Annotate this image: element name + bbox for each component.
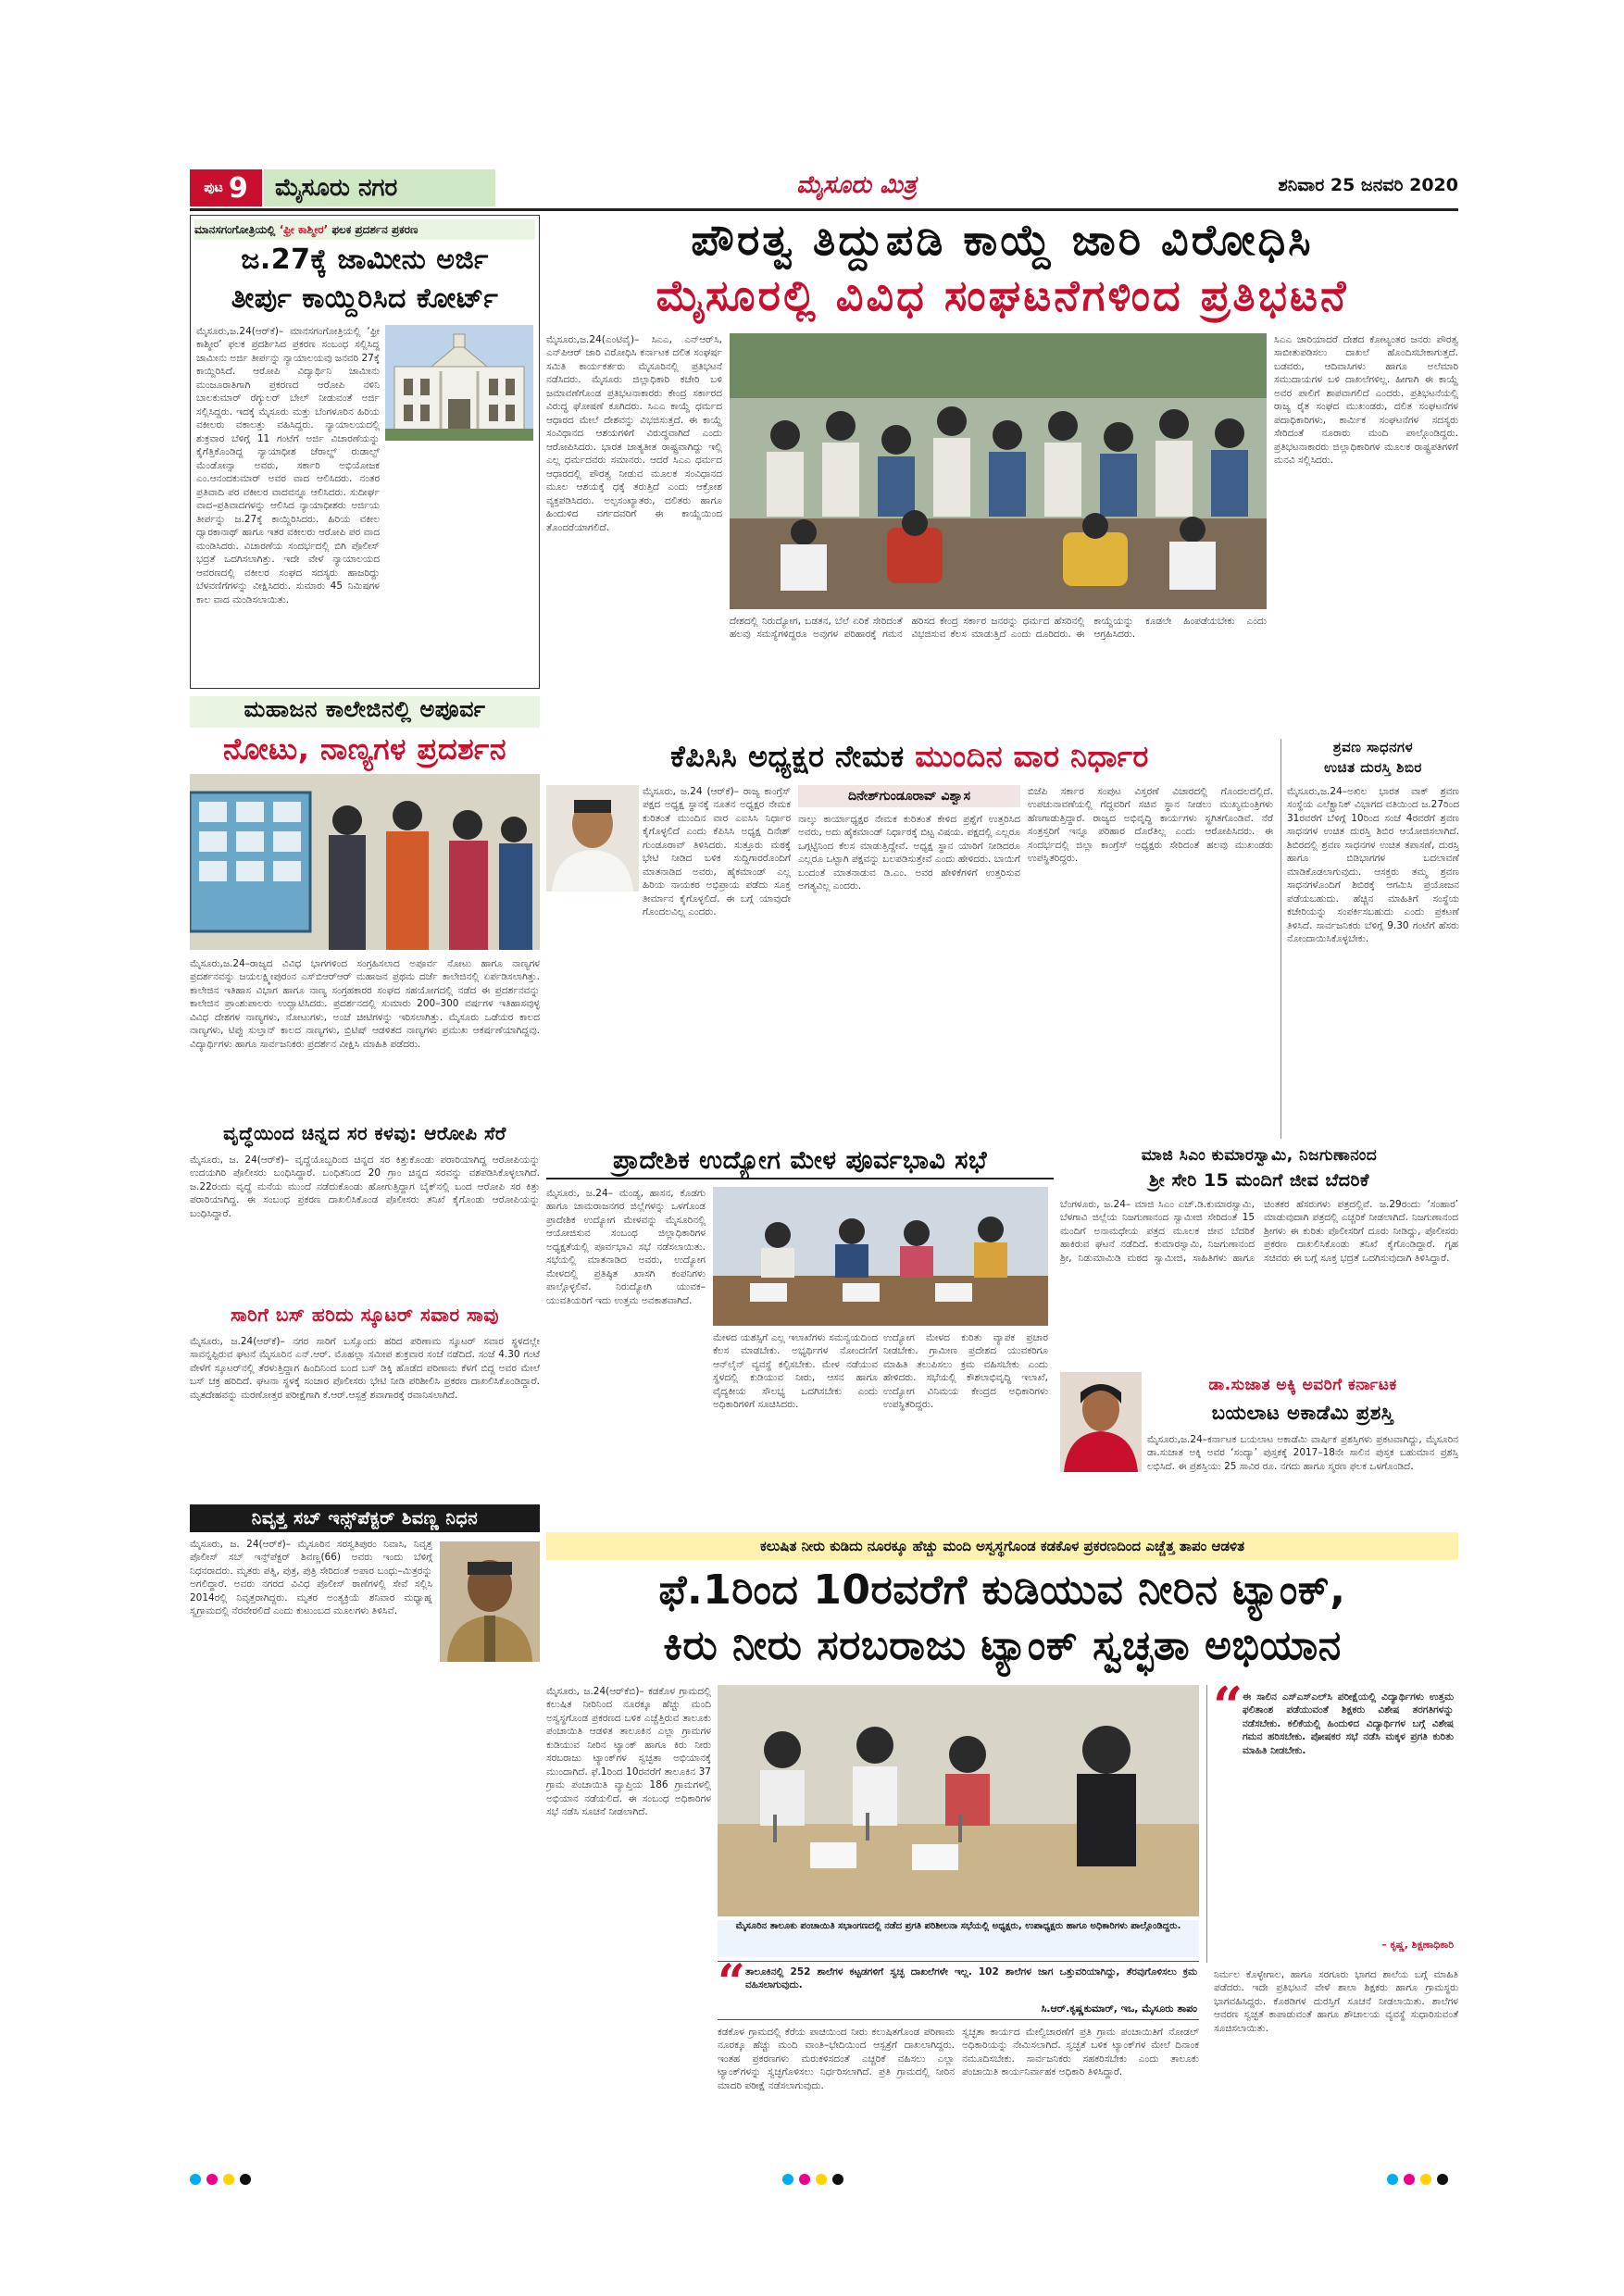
water-ribbon: ಕಲುಷಿತ ನೀರು ಕುಡಿದು ನೂರಕ್ಕೂ ಹೆಚ್ಚು ಮಂದಿ ಅಸ್ವಸ್ಥಗೊಂಡ ಕಡಕೊಳ ಪ್ರಕರಣದಿಂದ ಎಚ್ಚೆತ್ತ ತಾಪಂ ಆಡಳಿತ: [546, 1532, 1458, 1560]
chain-snatch-headline: ವೃದ್ಧೆಯಿಂದ ಚಿನ್ನದ ಸರ ಕಳವು: ಆರೋಪಿ ಸೆರೆ: [223, 1122, 506, 1144]
hearing-camp-headline-2: ಉಚಿತ ದುರಸ್ತಿ ಶಿಬಿರ: [1324, 759, 1422, 776]
exhibition-body: ಮೈಸೂರು,ಜ.24–ರಾಜ್ಯದ ವಿವಿಧ ಭಾಗಗಳಿಂದ ಸಂಗ್ರಹಿಸಲಾದ ಅಪೂರ್ವ ನೋಟು ಹಾಗೂ ನಾಣ್ಯಗಳ ಪ್ರದರ್ಶನವನ್ನು ಜಯಲಕ್ಷ್ಮೀಪುರಂನ ಎಸ್‌ಬಿಆರ್‌ಆರ್ ಮಹಾಜನ ಪ್ರಥಮ ದರ್ಜೆ ಕಾಲೇಜಿನಲ್ಲಿ ಏರ್ಪಡಿಸಲಾಗಿತ್ತು. ಕಾಲೇಜಿನ ಇತಿಹಾಸ ವಿಭಾಗ ಹಾಗೂ ನಾಣ್ಯ ಸಂಗ್ರಹಕಾರರ ಸಂಘದ ಸಹಯೋಗದಲ್ಲಿ ನಡೆದ ಈ ಪ್ರದರ್ಶನವನ್ನು ಕಾಲೇಜಿನ ಪ್ರಾಂಶುಪಾಲರು ಉದ್ಘಾಟಿಸಿದರು. ಪ್ರದರ್ಶನದಲ್ಲಿ ಸುಮಾರು 200–300 ವರ್ಷಗಳ ಇತಿಹಾಸವುಳ್ಳ ವಿವಿಧ ದೇಶಗಳ ನಾಣ್ಯಗಳು, ನೋಟುಗಳು, ಅಂಚೆ ಚೀಟಿಗಳನ್ನು ಇರಿಸಲಾಗಿತ್ತು. ಮೈಸೂರು ಒಡೆಯರ ಕಾಲದ ನಾಣ್ಯಗಳು, ಟಿಪ್ಪು ಸುಲ್ತಾನ್ ಕಾಲದ ನಾಣ್ಯಗಳು, ಬ್ರಿಟಿಷ್ ಆಡಳಿತದ ನಾಣ್ಯಗಳು ಪ್ರಮುಖ ಆಕರ್ಷಣೆಯಾಗಿದ್ದವು. ವಿದ್ಯಾರ್ಥಿಗಳು ಹಾಗೂ ಸಾರ್ವಜನಿಕರು ಪ್ರದರ್ಶನ ವೀಕ್ಷಿಸಿ ಮಾಹಿತಿ ಪಡೆದರು.: [190, 958, 540, 1050]
registration-marks-center: [782, 2171, 875, 2184]
water-photo-caption: ಮೈಸೂರಿನ ತಾಲೂಕು ಪಂಚಾಯಿತಿ ಸಭಾಂಗಣದಲ್ಲಿ ನಡೆದ ಪ್ರಗತಿ ಪರಿಶೀಲನಾ ಸಭೆಯಲ್ಲಿ ಅಧ್ಯಕ್ಷರು, ಉಪಾಧ್ಯಕ್ಷರು ಹಾಗೂ ಅಧಿಕಾರಿಗಳು ಪಾಲ್ಗೊಂಡಿದ್ದರು.: [718, 1920, 1199, 1957]
award-headline-1: ಡಾ.ಸುಜಾತ ಅಕ್ಕಿ ಅವರಿಗೆ ಕರ್ನಾಟಕ: [1208, 1376, 1397, 1394]
registration-dot-black: [240, 2174, 251, 2185]
story-kpcc: [546, 739, 1273, 1139]
lead-story: [546, 215, 1458, 733]
section-title-tab: [264, 169, 495, 206]
page-label: ಪುಟ: [204, 181, 223, 195]
bail-headline-2: ತೀರ್ಪು ಕಾಯ್ದಿರಿಸಿದ ಕೋರ್ಟ್: [231, 282, 499, 315]
page-number: 9: [228, 171, 248, 205]
water-quote-2-attr: – ಕೃಷ್ಣ, ಶಿಕ್ಷಣಾಧಿಕಾರಿ: [1381, 1939, 1454, 1951]
chain-snatch-body: ಮೈಸೂರು, ಜ. 24(ಆರ್‌ಕೆ)– ವೃದ್ಧೆಯೊಬ್ಬರಿಂದ ಚಿನ್ನದ ಸರ ಕಿತ್ತುಕೊಂಡು ಪರಾರಿಯಾಗಿದ್ದ ಆರೋಪಿಯನ್ನು ಉದಯಗಿರಿ ಪೊಲೀಸರು ಬಂಧಿಸಿದ್ದಾರೆ. ಬಂಧಿತನಿಂದ 20 ಗ್ರಾಂ ಚಿನ್ನದ ಸರವನ್ನು ವಶಪಡಿಸಿಕೊಳ್ಳಲಾಗಿದೆ. ಜ.22ರಂದು ವೃದ್ಧೆ ಮನೆಯ ಮುಂದೆ ನಡೆದುಕೊಂಡು ಹೋಗುತ್ತಿದ್ದಾಗ ಬೈಕ್‌ನಲ್ಲಿ ಬಂದ ಆರೋಪಿ ಸರ ಕಿತ್ತು ಪರಾರಿಯಾಗಿದ್ದ. ಈ ಸಂಬಂಧ ಪ್ರಕರಣ ದಾಖಲಿಸಿಕೊಂಡ ಪೊಲೀಸರು ತನಿಖೆ ಕೈಗೊಂಡು ಆರೋಪಿಯನ್ನು ಬಂಧಿಸಿದ್ದಾರೆ.: [190, 1154, 540, 1219]
water-quote-2: ಈ ಸಾಲಿನ ಎಸ್‌ಎಸ್‌ಎಲ್‌ಸಿ ಪರೀಕ್ಷೆಯಲ್ಲಿ ವಿದ್ಯಾರ್ಥಿಗಳು ಉತ್ತಮ ಫಲಿತಾಂಶ ಪಡೆಯುವಂತೆ ಶಿಕ್ಷಕರು ವಿಶೇಷ ತರಗತಿಗಳನ್ನು ನಡೆಸಬೇಕು. ಕಲಿಕೆಯಲ್ಲಿ ಹಿಂದುಳಿದ ವಿದ್ಯಾರ್ಥಿಗಳ ಬಗ್ಗೆ ವಿಶೇಷ ಗಮನ ಹರಿಸಬೇಕು. ಪೋಷಕರ ಸಭೆ ನಡೆಸಿ ಮಕ್ಕಳ ಪ್ರಗತಿ ಕುರಿತು ಮಾಹಿತಿ ನೀಡಬೇಕು.: [1243, 1691, 1454, 1756]
registration-dot-magenta: [799, 2174, 810, 2185]
quote-open-icon-2: “: [1213, 1676, 1243, 1737]
water-quote-1: ತಾಲೂಕಿನಲ್ಲಿ 252 ಶಾಲೆಗಳ ಕಟ್ಟಡಗಳಿಗೆ ಸ್ವಚ್ಛ ದಾಖಲೆಗಳೇ ಇಲ್ಲ. 102 ಶಾಲೆಗಳ ಜಾಗ ಒತ್ತುವರಿಯಾಗಿದ್ದು, ತೆರವುಗೊಳಿಸಲು ಕ್ರಮ ವಹಿಸಲಾಗುವುದು.: [745, 1966, 1197, 1991]
bail-headline-1: ಜ.27ಕ್ಕೆ ಜಾಮೀನು ಅರ್ಜಿ: [241, 243, 489, 276]
story-hearing-camp: [1280, 739, 1458, 1139]
bail-kicker-pre: ಮಾನಸಗಂಗೋತ್ರಿಯಲ್ಲಿ: [194, 223, 280, 236]
lead-headline-2: ಮೈಸೂರಲ್ಲಿ ವಿವಿಧ ಸಂಘಟನೆಗಳಿಂದ ಪ್ರತಿಭಟನೆ: [656, 270, 1349, 320]
job-fair-body-3: ಉದ್ಯೋಗ ಮೇಳದ ಕುರಿತು ವ್ಯಾಪಕ ಪ್ರಚಾರ ನೀಡಬೇಕು. ಗ್ರಾಮೀಣ ಪ್ರದೇಶದ ಯುವಕರಿಗೂ ಮಾಹಿತಿ ತಲುಪಿಸಲು ಕ್ರಮ ವಹಿಸಬೇಕು ಎಂದು ಹೇಳಿದರು. ಸಭೆಯಲ್ಲಿ ಕೌಶಲಾಭಿವೃದ್ಧಿ ಇಲಾಖೆ, ಉದ್ಯೋಗ ವಿನಿಮಯ ಕೇಂದ್ರದ ಅಧಿಕಾರಿಗಳು ಉಪಸ್ಥಿತರಿದ್ದರು.: [883, 1332, 1048, 1411]
bail-kicker-post: ಫಲಕ ಪ್ರದರ್ಶನ ಪ್ರಕರಣ: [328, 223, 418, 236]
kpcc-headline: [546, 739, 1273, 780]
obituary-headline: ನಿವೃತ್ತ ಸಬ್ ಇನ್ಸ್‌ಪೆಕ್ಟರ್ ಶಿವಣ್ಣ ನಿಧನ: [190, 1504, 540, 1532]
dinesh-gundurao-photo: [546, 785, 639, 892]
section-title: ಮೈಸೂರು ನಗರ: [275, 173, 398, 202]
lead-body-right: ಸಿಎಎ ಜಾರಿಯಾದರೆ ದೇಶದ ಕೋಟ್ಯಂತರ ಜನರು ಪೌರತ್ವ ಸಾಬೀತುಪಡಿಸಲು ದಾಖಲೆ ಹೊಂದಿಸಬೇಕಾಗುತ್ತದೆ. ಬಡವರು, ಆದಿವಾಸಿಗಳು ಹಾಗೂ ಅಲೆಮಾರಿ ಸಮುದಾಯಗಳ ಬಳಿ ದಾಖಲೆಗಳಿಲ್ಲ. ಹೀಗಾಗಿ ಈ ಕಾಯ್ದೆ ಅವರ ಪಾಲಿಗೆ ಶಾಪವಾಗಲಿದೆ ಎಂದರು. ಪ್ರತಿಭಟನೆಯಲ್ಲಿ ರಾಜ್ಯ ರೈತ ಸಂಘದ ಮುಖಂಡರು, ದಲಿತ ಸಂಘಟನೆಗಳ ಪದಾಧಿಕಾರಿಗಳು, ಕಾರ್ಮಿಕ ಸಂಘಟನೆಗಳ ಸದಸ್ಯರು ಸೇರಿದಂತೆ ನೂರಾರು ಮಂದಿ ಪಾಲ್ಗೊಂಡಿದ್ದರು. ಪ್ರತಿಭಟನಾಕಾರರು ಜಿಲ್ಲಾಧಿಕಾರಿಗಳ ಮೂಲಕ ರಾಷ್ಟ್ರಪತಿಗಳಿಗೆ ಮನವಿ ಸಲ್ಲಿಸಿದರು.: [1274, 334, 1458, 467]
job-fair-body-2: ಮೇಳದ ಯಶಸ್ಸಿಗೆ ಎಲ್ಲ ಇಲಾಖೆಗಳು ಸಮನ್ವಯದಿಂದ ಕೆಲಸ ಮಾಡಬೇಕು. ಅಭ್ಯರ್ಥಿಗಳ ನೋಂದಣಿಗೆ ಆನ್‌ಲೈನ್ ವ್ಯವಸ್ಥೆ ಕಲ್ಪಿಸಬೇಕು. ಮೇಳ ನಡೆಯುವ ಸ್ಥಳದಲ್ಲಿ ಕುಡಿಯುವ ನೀರು, ಆಸನ ಹಾಗೂ ವೈದ್ಯಕೀಯ ಸೌಲಭ್ಯ ಒದಗಿಸಬೇಕು ಎಂದು ಅಧಿಕಾರಿಗಳಿಗೆ ಸೂಚಿಸಿದರು.: [713, 1332, 878, 1411]
court-building-photo: [385, 325, 533, 441]
hearing-camp-headline-1: ಶ್ರವಣ ಸಾಧನಗಳ: [1332, 739, 1414, 755]
registration-dot-black: [832, 2174, 843, 2185]
bail-kicker: [194, 219, 535, 240]
lead-headline-1: ಪೌರತ್ವ ತಿದ್ದುಪಡಿ ಕಾಯ್ದೆ ಜಾರಿ ವಿರೋಧಿಸಿ: [691, 215, 1314, 265]
header-rule: [190, 208, 1458, 211]
registration-dot-cyan: [1387, 2174, 1398, 2185]
registration-dot-black: [1437, 2174, 1448, 2185]
award-body: ಮೈಸೂರು,ಜ.24–ಕರ್ನಾಟಕ ಬಯಲಾಟ ಅಕಾಡೆಮಿ ವಾರ್ಷಿಕ ಪ್ರಶಸ್ತಿಗಳು ಪ್ರಕಟವಾಗಿದ್ದು, ಮೈಸೂರಿನ ಡಾ.ಸುಜಾತ ಅಕ್ಕಿ ಅವರ ‘ಸಂದ್ಯಾ’ ಪುಸ್ತಕಕ್ಕೆ 2017–18ನೇ ಸಾಲಿನ ಪುಸ್ತಕ ಬಹುಮಾನ ಪ್ರಶಸ್ತಿ ಲಭಿಸಿದೆ. ಈ ಪ್ರಶಸ್ತಿಯು 25 ಸಾವಿರ ರೂ. ನಗದು ಹಾಗೂ ಸ್ಮರಣ ಫಲಕ ಒಳಗೊಂಡಿದೆ.: [1147, 1434, 1458, 1472]
story-job-fair: [546, 1146, 1054, 1461]
kpcc-body-3: ಬಿಜೆಪಿ ಸರ್ಕಾರ ಸಂಪುಟ ವಿಸ್ತರಣೆ ವಿಚಾರದಲ್ಲಿ ಗೊಂದಲದಲ್ಲಿದೆ. ಉಪಚುನಾವಣೆಯಲ್ಲಿ ಗೆದ್ದವರಿಗೆ ಸಚಿವ ಸ್ಥಾನ ನೀಡಲು ಮುಖ್ಯಮಂತ್ರಿಗಳು ಹೆಣಗಾಡುತ್ತಿದ್ದಾರೆ. ರಾಜ್ಯದ ಅಭಿವೃದ್ಧಿ ಕಾರ್ಯಗಳು ಸ್ಥಗಿತಗೊಂಡಿವೆ. ನೆರೆ ಸಂತ್ರಸ್ತರಿಗೆ ಇನ್ನೂ ಪರಿಹಾರ ದೊರೆತಿಲ್ಲ ಎಂದು ಆರೋಪಿಸಿದರು. ಈ ಸಂದರ್ಭದಲ್ಲಿ ಜಿಲ್ಲಾ ಕಾಂಗ್ರೆಸ್ ಅಧ್ಯಕ್ಷರು ಸೇರಿದಂತೆ ಹಲವು ಮುಖಂಡರು ಉಪಸ್ಥಿತರಿದ್ದರು.: [1028, 786, 1273, 865]
registration-marks-right: [1387, 2171, 1480, 2184]
registration-dot-yellow: [1420, 2174, 1431, 2185]
story-exhibition: [190, 696, 540, 1117]
bus-accident-headline: ಸಾರಿಗೆ ಬಸ್ ಹರಿದು ಸ್ಕೂಟರ್ ಸವಾರ ಸಾವು: [231, 1304, 499, 1326]
kpcc-body-2: ನಾಲ್ಕು ಕಾರ್ಯಾಧ್ಯಕ್ಷರ ನೇಮಕ ಕುರಿತಂತೆ ಕೇಳಿದ ಪ್ರಶ್ನೆಗೆ ಉತ್ತರಿಸಿದ ಅವರು, ಅದು ಹೈಕಮಾಂಡ್ ನಿರ್ಧಾರಕ್ಕೆ ಬಿಟ್ಟ ವಿಷಯ. ಪಕ್ಷದಲ್ಲಿ ಎಲ್ಲರೂ ಒಗ್ಗಟ್ಟಿನಿಂದ ಕೆಲಸ ಮಾಡುತ್ತಿದ್ದೇವೆ. ಅಧ್ಯಕ್ಷ ಸ್ಥಾನ ಯಾರಿಗೆ ನೀಡಿದರೂ ಎಲ್ಲರೂ ಒಟ್ಟಾಗಿ ಪಕ್ಷವನ್ನು ಬಲಪಡಿಸುತ್ತೇವೆ ಎಂದು ಹೇಳಿದರು. ಬಾಯಿಗೆ ಬಂದಂತೆ ಮಾತನಾಡುವ ಡಿ.ಎಂ. ಅವರ ಹೇಳಿಕೆಗಳಿಗೆ ಉತ್ತರಿಸುವ ಅಗತ್ಯವಿಲ್ಲ ಎಂದರು.: [798, 814, 1020, 892]
registration-dot-cyan: [190, 2174, 201, 2185]
lead-body-mid: ದೇಶದಲ್ಲಿ ನಿರುದ್ಯೋಗ, ಬಡತನ, ಬೆಲೆ ಏರಿಕೆ ಸೇರಿದಂತೆ ಹಲವು ಸಮಸ್ಯೆಗಳಿದ್ದರೂ ಅವುಗಳ ಪರಿಹಾರಕ್ಕೆ ಗಮನ ಹರಿಸದ ಕೇಂದ್ರ ಸರ್ಕಾರ ಜನರನ್ನು ಧರ್ಮದ ಹೆಸರಿನಲ್ಲಿ ವಿಭಜಿಸುವ ಕೆಲಸ ಮಾಡುತ್ತಿದೆ ಎಂದು ದೂರಿದರು. ಈ ಕಾಯ್ದೆಯನ್ನು ಕೂಡಲೇ ಹಿಂಪಡೆಯಬೇಕು ಎಂದು ಆಗ್ರಹಿಸಿದರು.: [730, 616, 1267, 641]
water-side-body: ನಿರ್ಮಲ ಕೊಳ್ಳೇಗಾಲ, ಹಾಗೂ ಸರಗೂರು ಭಾಗದ ಶಾಲೆಯ ಬಗ್ಗೆ ಮಾಹಿತಿ ಪಡೆದರು. ಇದೇ ಪ್ರತಿಭಟನೆ ವೇಳೆ ಶಾಲಾ ಶಿಕ್ಷಕರು ಹಾಗೂ ಗ್ರಾಮಸ್ಥರು ಭಾಗವಹಿಸಿದ್ದರು. ಕೊಠಡಿಗಳ ದುರಸ್ತಿಗೆ ಸೂಚನೆ ನೀಡಲಾಯಿತು. ಶಾಲೆಗಳ ಆವರಣ ಸ್ವಚ್ಛತೆ ಕಾಪಾಡುವಂತೆ ಹಾಗೂ ಶೌಚಾಲಯ ವ್ಯವಸ್ಥೆ ಸುಧಾರಿಸುವಂತೆ ಸೂಚಿಸಲಾಯಿತು.: [1214, 1969, 1458, 2034]
hdk-headline-2: ಶ್ರೀ ಸೇರಿ 15 ಮಂದಿಗೆ ಜೀವ ಬೆದರಿಕೆ: [1149, 1170, 1369, 1191]
water-body-right: ಸ್ವಚ್ಛತಾ ಕಾರ್ಯದ ಮೇಲ್ವಿಚಾರಣೆಗೆ ಪ್ರತಿ ಗ್ರಾಮ ಪಂಚಾಯಿತಿಗೆ ನೋಡಲ್ ಅಧಿಕಾರಿಯನ್ನು ನೇಮಿಸಲಾಗಿದೆ. ಸ್ವಚ್ಛತೆ ಬಳಿಕ ಟ್ಯಾಂಕ್‌ಗಳ ಮೇಲೆ ದಿನಾಂಕ ನಮೂದಿಸಬೇಕು. ಸಾರ್ವಜನಿಕರು ಸಹಕರಿಸಬೇಕು ಎಂದು ತಾಲೂಕು ಪಂಚಾಯಿತಿ ಕಾರ್ಯನಿರ್ವಾಹಕ ಅಧಿಕಾರಿ ತಿಳಿಸಿದ್ದಾರೆ.: [962, 2027, 1199, 2078]
water-headline-2: ಕಿರು ನೀರು ಸರಬರಾಜು ಟ್ಯಾಂಕ್ ಸ್ವಚ್ಛತಾ ಅಭಿಯಾನ: [663, 1622, 1342, 1669]
obituary-portrait: [440, 1541, 540, 1662]
water-headline-1: ಫೆ.1ರಿಂದ 10ರವರೆಗೆ ಕುಡಿಯುವ ನೀರಿನ ಟ್ಯಾಂಕ್,: [658, 1566, 1346, 1614]
page-number-tab: [190, 169, 262, 206]
story-bus-accident: [190, 1304, 540, 1500]
job-fair-meeting-photo: [713, 1187, 1048, 1326]
quote-open-icon: “: [718, 1954, 745, 2011]
water-quote-1-attr: ಸಿ.ಆರ್.ಕೃಷ್ಣಕುಮಾರ್, ಇಒ, ಮೈಸೂರು ತಾಪಂ: [1041, 2003, 1197, 2015]
hearing-camp-body: ಮೈಸೂರು,ಜ.24–ಅಖಿಲ ಭಾರತ ವಾಕ್ ಶ್ರವಣ ಸಂಸ್ಥೆಯ ಎಲೆಕ್ಟ್ರಾನಿಕ್ ವಿಭಾಗದ ವತಿಯಿಂದ ಜ.27ರಿಂದ 31ರವರೆಗೆ ಬೆಳಿಗ್ಗೆ 10ರಿಂದ ಸಂಜೆ 4ರವರೆಗೆ ಶ್ರವಣ ಸಾಧನಗಳ ಉಚಿತ ದುರಸ್ತಿ ಶಿಬಿರ ಆಯೋಜಿಸಲಾಗಿದೆ. ಶಿಬಿರದಲ್ಲಿ ಶ್ರವಣ ಸಾಧನಗಳ ಉಚಿತ ತಪಾಸಣೆ, ದುರಸ್ತಿ ಹಾಗೂ ಬಿಡಿಭಾಗಗಳ ಬದಲಾವಣೆ ಮಾಡಿಕೊಡಲಾಗುವುದು. ಆಸಕ್ತರು ತಮ್ಮ ಶ್ರವಣ ಸಾಧನಗಳೊಂದಿಗೆ ಶಿಬಿರಕ್ಕೆ ಆಗಮಿಸಿ ಪ್ರಯೋಜನ ಪಡೆಯಬಹುದು. ಹೆಚ್ಚಿನ ಮಾಹಿತಿಗೆ ಸಂಸ್ಥೆಯ ಕಚೇರಿಯನ್ನು ಸಂಪರ್ಕಿಸಬಹುದು ಎಂದು ಪ್ರಕಟಣೆ ತಿಳಿಸಿದೆ. ಸಾರ್ವಜನಿಕರು ಬೆಳಿಗ್ಗೆ 9.30 ಗಂಟೆಗೆ ಹೆಸರು ನೋಂದಾಯಿಸಿಕೊಳ್ಳಬೇಕು.: [1287, 786, 1459, 945]
exhibition-headline-2: ನೋಟು, ನಾಣ್ಯಗಳ ಪ್ರದರ್ಶನ: [222, 731, 507, 767]
registration-dot-magenta: [1404, 2174, 1415, 2185]
registration-dot-cyan: [782, 2174, 793, 2185]
kpcc-headline-red: ಮುಂದಿನ ವಾರ ನಿರ್ಧಾರ: [915, 739, 1149, 774]
registration-dot-magenta: [206, 2174, 218, 2185]
bail-kicker-highlight: ‘ಫ್ರೀ ಕಾಶ್ಮೀರ’: [279, 223, 329, 236]
kpcc-subhead: ದಿನೇಶ್‌ಗುಂಡೂರಾವ್ ವಿಶ್ವಾಸ: [798, 785, 1020, 807]
hdk-body: ಬೆಂಗಳೂರು, ಜ.24– ಮಾಜಿ ಸಿಎಂ ಎಚ್.ಡಿ.ಕುಮಾರಸ್ವಾಮಿ, ಬೆಳಗಾವಿ ಜಿಲ್ಲೆಯ ನಿಜಗುಣಾನಂದ ಸ್ವಾಮೀಜಿ ಸೇರಿದಂತೆ 15 ಮಂದಿಗೆ ಅನಾಮಧೇಯ ಪತ್ರದ ಮೂಲಕ ಜೀವ ಬೆದರಿಕೆ ಹಾಕಿರುವ ಘಟನೆ ನಡೆದಿದೆ. ಕುಮಾರಸ್ವಾಮಿ, ನಿಜಗುಣಾನಂದ ಶ್ರೀ, ನಿಡುಮಾಮಿಡಿ ಮಠದ ಸ್ವಾಮೀಜಿ, ಸಾಹಿತಿಗಳು ಹಾಗೂ ಚಿಂತಕರ ಹೆಸರುಗಳು ಪತ್ರದಲ್ಲಿವೆ. ಜ.29ರಂದು ‘ಸಂಹಾರ’ ಮಾಡುವುದಾಗಿ ಪತ್ರದಲ್ಲಿ ಎಚ್ಚರಿಕೆ ನೀಡಲಾಗಿದೆ. ನಿಜಗುಣಾನಂದ ಶ್ರೀಗಳು ಈ ಕುರಿತು ಪೊಲೀಸರಿಗೆ ದೂರು ನೀಡಿದ್ದು, ಪೊಲೀಸರು ಪ್ರಕರಣ ದಾಖಲಿಸಿಕೊಂಡು ತನಿಖೆ ಕೈಗೊಂಡಿದ್ದಾರೆ. ಗೃಹ ಸಚಿವರು ಈ ಬಗ್ಗೆ ಸೂಕ್ತ ಭದ್ರತೆ ಒದಗಿಸುವುದಾಗಿ ತಿಳಿಸಿದ್ದಾರೆ.: [1060, 1199, 1458, 1264]
story-bail: [190, 215, 540, 689]
kpcc-headline-black: ಕೆಪಿಸಿಸಿ ಅಧ್ಯಕ್ಷರ ನೇಮಕ: [670, 739, 916, 774]
water-body-left: ಮೈಸೂರು, ಜ.24(ಆರ್‌ಕೆಬಿ)– ಕಡಕೊಳ ಗ್ರಾಮದಲ್ಲಿ ಕಲುಷಿತ ನೀರಿನಿಂದ ನೂರಕ್ಕೂ ಹೆಚ್ಚು ಮಂದಿ ಅಸ್ವಸ್ಥಗೊಂಡ ಪ್ರಕರಣದ ಬಳಿಕ ಎಚ್ಚೆತ್ತಿರುವ ತಾಲೂಕು ಪಂಚಾಯಿತಿ ಆಡಳಿತ ತಾಲೂಕಿನ ಎಲ್ಲಾ ಗ್ರಾಮಗಳ ಕುಡಿಯುವ ನೀರಿನ ಟ್ಯಾಂಕ್ ಹಾಗೂ ಕಿರು ನೀರು ಸರಬರಾಜು ಟ್ಯಾಂಕ್‌ಗಳ ಸ್ವಚ್ಛತಾ ಅಭಿಯಾನಕ್ಕೆ ಮುಂದಾಗಿದೆ. ಫೆ.1ರಿಂದ 10ರವರೆಗೆ ತಾಲೂಕಿನ 37 ಗ್ರಾಮ ಪಂಚಾಯಿತಿ ವ್ಯಾಪ್ತಿಯ 186 ಗ್ರಾಮಗಳಲ್ಲಿ ಅಭಿಯಾನ ನಡೆಯಲಿದೆ. ಈ ಸಂಬಂಧ ಅಧಿಕಾರಿಗಳ ಸಭೆ ನಡೆಸಿ ಸೂಚನೆ ನೀಡಲಾಗಿದೆ.: [546, 1686, 711, 1818]
water-body-mid: ಕಡಕೊಳ ಗ್ರಾಮದಲ್ಲಿ ಕೆರೆಯ ಪಾಚಿಯಿಂದ ನೀರು ಕಲುಷಿತಗೊಂಡ ಪರಿಣಾಮ ನೂರಕ್ಕೂ ಹೆಚ್ಚು ಮಂದಿ ವಾಂತಿ–ಭೇದಿಯಿಂದ ಆಸ್ಪತ್ರೆಗೆ ದಾಖಲಾಗಿದ್ದರು. ಇಂತಹ ಪ್ರಕರಣಗಳು ಮರುಕಳಿಸದಂತೆ ಎಚ್ಚರಿಕೆ ವಹಿಸಲು ಎಲ್ಲಾ ಟ್ಯಾಂಕ್‌ಗಳನ್ನು ಸ್ವಚ್ಛಗೊಳಿಸಲು ನಿರ್ಧರಿಸಲಾಗಿದೆ. ಪ್ರತಿ ಗ್ರಾಮದಲ್ಲಿ ನೀರಿನ ಮಾದರಿ ಪರೀಕ್ಷೆ ನಡೆಸಲಾಗುವುದು.: [718, 2027, 955, 2091]
date-line: ಶನಿವಾರ 25 ಜನವರಿ 2020: [1278, 175, 1458, 195]
lead-body-left: ಮೈಸೂರು,ಜ.24(ಎಂಟಿವೈ)– ಸಿಎಎ, ಎನ್‌ಆರ್‌ಸಿ, ಎನ್‌ಪಿಆರ್ ಜಾರಿ ವಿರೋಧಿಸಿ ಕರ್ನಾಟಕ ದಲಿತ ಸಂಘರ್ಷ ಸಮಿತಿ ಕಾರ್ಯಕರ್ತರು ಮೈಸೂರಿನಲ್ಲಿ ಪ್ರತಿಭಟನೆ ನಡೆಸಿದರು. ಮೈಸೂರು ಜಿಲ್ಲಾಧಿಕಾರಿ ಕಚೇರಿ ಬಳಿ ಜಮಾವಣೆಗೊಂಡ ಪ್ರತಿಭಟನಾಕಾರರು ಕೇಂದ್ರ ಸರ್ಕಾರದ ವಿರುದ್ಧ ಘೋಷಣೆ ಕೂಗಿದರು. ಸಿಎಎ ಕಾಯ್ದೆ ಧರ್ಮದ ಆಧಾರದ ಮೇಲೆ ದೇಶವನ್ನು ವಿಭಜಿಸುತ್ತದೆ. ಈ ಕಾಯ್ದೆ ಸಂವಿಧಾನದ ಆಶಯಗಳಿಗೆ ವಿರುದ್ಧವಾಗಿದೆ ಎಂದು ಆರೋಪಿಸಿದರು. ಭಾರತ ಜಾತ್ಯತೀತ ರಾಷ್ಟ್ರವಾಗಿದ್ದು ಇಲ್ಲಿ ಎಲ್ಲ ಧರ್ಮದವರು ಸಮಾನರು. ಆದರೆ ಸಿಎಎ ಧರ್ಮದ ಆಧಾರದಲ್ಲಿ ಪೌರತ್ವ ನೀಡುವ ಮೂಲಕ ಸಂವಿಧಾನದ ಮೂಲ ಆಶಯಕ್ಕೆ ಧಕ್ಕೆ ತರುತ್ತಿದೆ ಎಂದು ಆಕ್ರೋಶ ವ್ಯಕ್ತಪಡಿಸಿದರು. ಅಲ್ಪಸಂಖ್ಯಾತರು, ದಲಿತರು ಹಾಗೂ ಹಿಂದುಳಿದ ವರ್ಗದವರಿಗೆ ಈ ಕಾಯ್ದೆಯಿಂದ ತೊಂದರೆಯಾಗಲಿದೆ.: [546, 334, 722, 533]
page-header: [190, 169, 1458, 206]
story-hdk: [1060, 1146, 1458, 1366]
story-chain-snatch: [190, 1122, 540, 1298]
exhibition-headline-1: ಮಹಾಜನ ಕಾಲೇಜಿನಲ್ಲಿ ಅಪೂರ್ವ: [190, 696, 540, 728]
protest-photo: [730, 333, 1267, 609]
job-fair-body-1: ಮೈಸೂರು, ಜ.24– ಮಂಡ್ಯ, ಹಾಸನ, ಕೊಡಗು ಹಾಗೂ ಚಾಮರಾಜನಗರ ಜಿಲ್ಲೆಗಳನ್ನು ಒಳಗೊಂಡ ಪ್ರಾದೇಶಿಕ ಉದ್ಯೋಗ ಮೇಳವನ್ನು ಮೈಸೂರಿನಲ್ಲಿ ಆಯೋಜಿಸುವ ಸಂಬಂಧ ಜಿಲ್ಲಾಧಿಕಾರಿಗಳ ಅಧ್ಯಕ್ಷತೆಯಲ್ಲಿ ಪೂರ್ವಭಾವಿ ಸಭೆ ನಡೆಸಲಾಯಿತು. ಸಭೆಯಲ್ಲಿ ಮಾತನಾಡಿದ ಅವರು, ಉದ್ಯೋಗ ಮೇಳದಲ್ಲಿ ಪ್ರತಿಷ್ಠಿತ ಖಾಸಗಿ ಕಂಪನಿಗಳು ಪಾಲ್ಗೊಳ್ಳಲಿವೆ. ನಿರುದ್ಯೋಗಿ ಯುವಕ–ಯುವತಿಯರಿಗೆ ಇದು ಉತ್ತಮ ಅವಕಾಶವಾಗಿದೆ.: [546, 1188, 706, 1306]
registration-dot-yellow: [223, 2174, 234, 2185]
job-fair-headline: ಪ್ರಾದೇಶಿಕ ಉದ್ಯೋಗ ಮೇಳ ಪೂರ್ವಭಾವಿ ಸಭೆ: [546, 1146, 1054, 1179]
water-quote-1-box: [718, 1954, 1199, 2020]
sujatha-akki-photo: [1060, 1372, 1142, 1472]
water-meeting-photo: [718, 1685, 1199, 1916]
registration-dot-yellow: [816, 2174, 827, 2185]
exhibition-photo: [190, 774, 540, 950]
bail-body: ಮೈಸೂರು,ಜ.24(ಆರ್‌ಕೆ)– ಮಾನಸಗಂಗೋತ್ರಿಯಲ್ಲಿ ‘ಫ್ರೀ ಕಾಶ್ಮೀರ’ ಫಲಕ ಪ್ರದರ್ಶಿಸಿದ ಪ್ರಕರಣ ಸಂಬಂಧ ಸಲ್ಲಿಸಿದ್ದ ಜಾಮೀನು ಅರ್ಜಿ ತೀರ್ಪನ್ನು ನ್ಯಾಯಾಲಯವು ಜನವರಿ 27ಕ್ಕೆ ಕಾಯ್ದಿರಿಸಿದೆ. ಆರೋಪಿ ವಿದ್ಯಾರ್ಥಿನಿ ಜಾಮೀನು ಮಂಜೂರಾತಿಗಾಗಿ ಪ್ರಕರಣದ ಆರೋಪಿ ನಳಿನಿ ಬಾಲಕುಮಾರ್ ರೆಗ್ಯುಲರ್ ಬೇಲ್ ನೀಡುವಂತೆ ಅರ್ಜಿ ಸಲ್ಲಿಸಿದ್ದರು. ಇದಕ್ಕೆ ಮೈಸೂರು ಮತ್ತು ಬೆಂಗಳೂರಿನ ಹಿರಿಯ ವಕೀಲರು ವಕಾಲತ್ತು ವಹಿಸಿದ್ದರು. ನ್ಯಾಯಾಲಯದಲ್ಲಿ ಶುಕ್ರವಾರ ಬೆಳಿಗ್ಗೆ 11 ಗಂಟೆಗೆ ಅರ್ಜಿ ವಿಚಾರಣೆಯನ್ನು ಕೈಗೆತ್ತಿಕೊಂಡಿದ್ದ ನ್ಯಾಯಾಧೀಶ ಜೆರಾಲ್ಡ್ ರುಡಾಲ್ಫ್ ಮೆಂಡೋನ್ಸಾ ಅವರು, ಸರ್ಕಾರಿ ಅಭಿಯೋಜಕ ಎಂ.ಆನಂದಕುಮಾರ್ ಅವರ ವಾದ ಆಲಿಸಿದರು. ನಂತರ ಪ್ರತಿವಾದಿ ಪರ ವಕೀಲರ ವಾದವನ್ನೂ ಆಲಿಸಿದರು. ಸುದೀರ್ಘ ವಾದ–ಪ್ರತಿವಾದಗಳನ್ನು ಆಲಿಸಿದ ನ್ಯಾಯಾಧೀಶರು ಅರ್ಜಿಯ ತೀರ್ಪನ್ನು ಜ.27ಕ್ಕೆ ಕಾಯ್ದಿರಿಸಿದರು. ಹಿರಿಯ ವಕೀಲ ದ್ವಾರಕಾನಾಥ್ ಹಾಗೂ ಇತರ ವಕೀಲರು ಆರೋಪಿ ಪರ ವಾದ ಮಂಡಿಸಿದರು. ವಿಚಾರಣೆಯ ಸಂದರ್ಭದಲ್ಲಿ ಬಿಗಿ ಪೊಲೀಸ್ ಭದ್ರತೆ ಒದಗಿಸಲಾಗಿತ್ತು. ಇದೇ ವೇಳೆ ನ್ಯಾಯಾಲಯದ ಆವರಣದಲ್ಲಿ ವಕೀಲರ ಸಂಘದ ಸದಸ್ಯರು ಹಾಜರಿದ್ದು ಬೆಳವಣಿಗೆಗಳನ್ನು ವೀಕ್ಷಿಸಿದರು. ಸುಮಾರು 45 ನಿಮಿಷಗಳ ಕಾಲ ವಾದ ಮಂಡಿಸಲಾಯಿತು.: [196, 326, 380, 605]
award-headline-2: ಬಯಲಾಟ ಅಕಾಡೆಮಿ ಪ್ರಶಸ್ತಿ: [1211, 1402, 1394, 1424]
masthead: ಮೈಸೂರು ಮಿತ್ರ: [796, 171, 917, 199]
registration-marks-left: [190, 2171, 282, 2184]
water-quote-2-box: [1206, 1676, 1458, 1963]
hdk-headline-1: ಮಾಜಿ ಸಿಎಂ ಕುಮಾರಸ್ವಾಮಿ, ನಿಜಗುಣಾನಂದ: [1141, 1146, 1378, 1165]
obituary-body: ಮೈಸೂರು, ಜ. 24(ಆರ್‌ಕೆ)– ಮೈಸೂರಿನ ಸರಸ್ವತಿಪುರಂ ನಿವಾಸಿ, ನಿವೃತ್ತ ಪೊಲೀಸ್ ಸಬ್ ಇನ್ಸ್‌ಪೆಕ್ಟರ್ ಶಿವಣ್ಣ(66) ಅವರು ಇಂದು ಬೆಳಿಗ್ಗೆ ನಿಧನರಾದರು. ಮೃತರು ಪತ್ನಿ, ಪುತ್ರ, ಪುತ್ರಿ ಸೇರಿದಂತೆ ಅಪಾರ ಬಂಧು–ಮಿತ್ರರನ್ನು ಅಗಲಿದ್ದಾರೆ. ಅವರು ನಗರದ ವಿವಿಧ ಪೊಲೀಸ್ ಠಾಣೆಗಳಲ್ಲಿ ಸೇವೆ ಸಲ್ಲಿಸಿ 2014ರಲ್ಲಿ ನಿವೃತ್ತರಾಗಿದ್ದರು. ಮೃತರ ಅಂತ್ಯಕ್ರಿಯೆ ಶನಿವಾರ ಮಧ್ಯಾಹ್ನ ಸ್ವಗ್ರಾಮದಲ್ಲಿ ನೆರವೇರಲಿದೆ ಎಂದು ಕುಟುಂಬದ ಮೂಲಗಳು ತಿಳಿಸಿವೆ.: [190, 1539, 432, 1617]
story-award: [1060, 1372, 1458, 1528]
bus-accident-body: ಮೈಸೂರು, ಜ.24(ಆರ್‌ಕೆ)– ನಗರ ಸಾರಿಗೆ ಬಸ್ಸೊಂದು ಹರಿದ ಪರಿಣಾಮ ಸ್ಕೂಟರ್ ಸವಾರ ಸ್ಥಳದಲ್ಲೇ ಸಾವನ್ನಪ್ಪಿರುವ ಘಟನೆ ಮೈಸೂರಿನ ಎನ್.ಆರ್. ಮೊಹಲ್ಲಾ ಸಮೀಪ ಶುಕ್ರವಾರ ಸಂಜೆ ನಡೆದಿದೆ. ಸಂಜೆ 4.30 ಗಂಟೆ ವೇಳೆಗೆ ಸ್ಕೂಟರ್‌ನಲ್ಲಿ ತೆರಳುತ್ತಿದ್ದಾಗ ಹಿಂದಿನಿಂದ ಬಂದ ಬಸ್ ಡಿಕ್ಕಿ ಹೊಡೆದ ಪರಿಣಾಮ ಕೆಳಗೆ ಬಿದ್ದ ಅವರ ಮೇಲೆ ಬಸ್ ಚಕ್ರ ಹರಿದಿದೆ. ಘಟನಾ ಸ್ಥಳಕ್ಕೆ ಸಂಚಾರ ಪೊಲೀಸರು ಭೇಟಿ ನೀಡಿ ಪರಿಶೀಲಿಸಿ ಪ್ರಕರಣ ದಾಖಲಿಸಿಕೊಂಡಿದ್ದಾರೆ. ಮೃತದೇಹವನ್ನು ಮರಣೋತ್ತರ ಪರೀಕ್ಷೆಗಾಗಿ ಕೆ.ಆರ್.ಆಸ್ಪತ್ರೆ ಶವಾಗಾರಕ್ಕೆ ರವಾನಿಸಲಾಗಿದೆ.: [190, 1336, 540, 1401]
story-obituary: [190, 1504, 540, 1782]
kpcc-body-1: ಮೈಸೂರು, ಜ.24 (ಆರ್‌ಕೆ)– ರಾಜ್ಯ ಕಾಂಗ್ರೆಸ್ ಪಕ್ಷದ ಅಧ್ಯಕ್ಷ ಸ್ಥಾನಕ್ಕೆ ನೂತನ ಅಧ್ಯಕ್ಷರ ನೇಮಕ ಕುರಿತಂತೆ ಮುಂದಿನ ವಾರ ಎಐಸಿಸಿ ನಿರ್ಧಾರ ಕೈಗೊಳ್ಳಲಿದೆ ಎಂದು ಕೆಪಿಸಿಸಿ ಅಧ್ಯಕ್ಷ ದಿನೇಶ್ ಗುಂಡೂರಾವ್ ತಿಳಿಸಿದರು. ಸುತ್ತೂರು ಮಠಕ್ಕೆ ಭೇಟಿ ನೀಡಿದ ಬಳಿಕ ಸುದ್ದಿಗಾರರೊಂದಿಗೆ ಮಾತನಾಡಿದ ಅವರು, ಹೈಕಮಾಂಡ್ ಎಲ್ಲ ಹಿರಿಯ ನಾಯಕರ ಅಭಿಪ್ರಾಯ ಪಡೆದು ಸೂಕ್ತ ತೀರ್ಮಾನ ಕೈಗೊಳ್ಳಲಿದೆ. ಈ ಬಗ್ಗೆ ಯಾವುದೇ ಗೊಂದಲವಿಲ್ಲ ಎಂದರು.: [643, 786, 791, 918]
